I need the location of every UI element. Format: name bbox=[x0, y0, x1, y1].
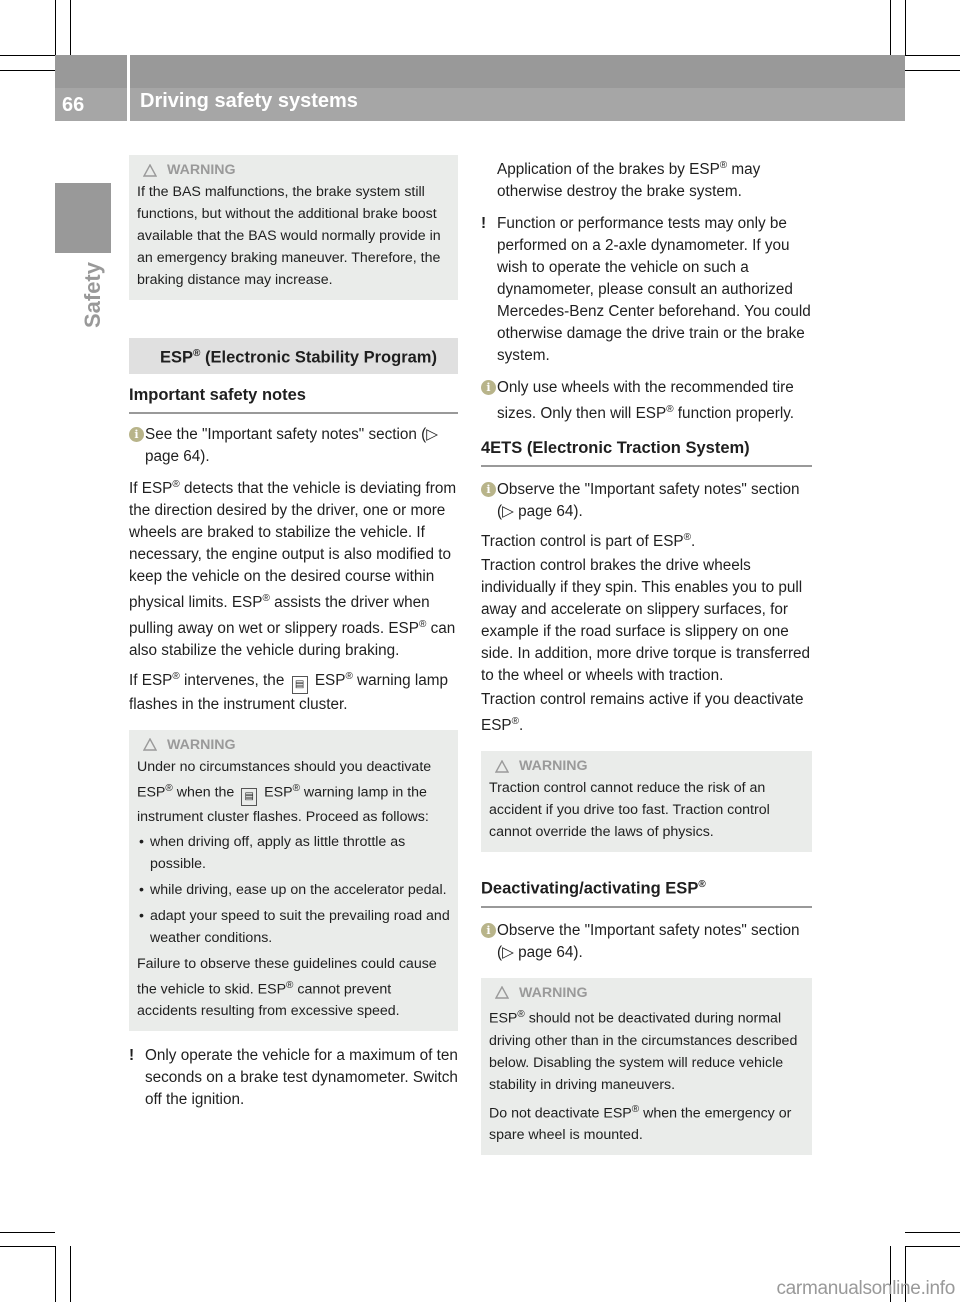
info-icon: i bbox=[481, 482, 496, 497]
chapter-label: Safety bbox=[80, 262, 105, 329]
warning-list bbox=[137, 831, 450, 949]
info-note: i Observe the "Important safety notes" section (▷ page 64). bbox=[481, 479, 812, 523]
continued-text: Application of the brakes by ESP® may otherwise destroy the brake system. bbox=[497, 160, 761, 201]
warning-label: WARNING bbox=[167, 736, 236, 753]
chapter-tab bbox=[55, 183, 111, 253]
caution-mark: ! bbox=[129, 1047, 135, 1065]
header-divider bbox=[127, 55, 130, 121]
traction-active: Traction control remains active if you deactivate ESP®. bbox=[481, 691, 804, 735]
info-note: i Observe the "Important safety notes" section (▷ page 64). bbox=[481, 920, 812, 964]
crop-mark bbox=[0, 70, 55, 71]
warning-box bbox=[481, 978, 812, 1155]
crop-mark bbox=[70, 1246, 71, 1302]
crop-mark bbox=[55, 1246, 56, 1302]
crop-mark bbox=[905, 70, 960, 71]
list-item: • adapt your speed to suit the prevailing road and weather conditions. bbox=[137, 905, 450, 949]
warning-label: WARNING bbox=[519, 758, 588, 775]
crop-mark bbox=[905, 1246, 960, 1247]
info-icon: i bbox=[481, 923, 496, 938]
warning-heading bbox=[489, 755, 804, 777]
info-icon: i bbox=[481, 380, 496, 395]
crop-mark bbox=[890, 0, 891, 55]
list-item: • when driving off, apply as little throttle as possible. bbox=[137, 831, 450, 875]
crop-mark bbox=[905, 55, 960, 56]
warning-triangle-icon bbox=[143, 164, 157, 177]
caution-note: ! Function or performance tests may only be performed on a 2-axle dynamometer. If you wish to operate the vehicle on such a dynamometer, please consult an authorized Mercedes-Benz Center beforehand. You could otherwise damage the drive train or the brake system. bbox=[481, 215, 811, 365]
warning-box bbox=[481, 751, 812, 852]
warning-box bbox=[129, 155, 458, 300]
crop-mark bbox=[55, 0, 56, 55]
warning-triangle-icon bbox=[495, 986, 509, 999]
info-icon: i bbox=[129, 427, 144, 442]
deactivate-heading: Deactivating/activating ESP® bbox=[481, 874, 812, 908]
warning-heading bbox=[137, 159, 450, 181]
warning-text: Traction control cannot reduce the risk of an accident if you drive too fast. Traction control cannot override the laws of physics. bbox=[489, 780, 770, 841]
esp-warning-lamp-icon: ▤ bbox=[241, 788, 257, 806]
caution-note: ! Only operate the vehicle for a maximum of ten seconds on a brake test dynamometer. Switch off the ignition. bbox=[129, 1047, 458, 1109]
list-item: • while driving, ease up on the accelerator pedal. bbox=[137, 879, 450, 901]
esp-intervention: If ESP® intervenes, the ▤ ESP® warning lamp flashes in the instrument cluster. bbox=[129, 670, 449, 713]
warning-label: WARNING bbox=[519, 984, 588, 1001]
warning-intro: Under no circumstances should you deactivate ESP® when the ▤ ESP® warning lamp in the instrument cluster flashes. Proceed as follows: bbox=[137, 758, 432, 825]
page-number: 66 bbox=[62, 94, 85, 116]
esp-description: If ESP® detects that the vehicle is deviating from the direction desired by the driver, one or more wheels are braked to stabilize the vehicle. If necessary, the engine output is also modified to keep the vehicle on the desired course within physical limits. ESP® assists the driver when pulling away on wet or slippery roads. ESP® can also stabilize the vehicle during braking. bbox=[129, 478, 457, 659]
traction-part: Traction control is part of ESP®. bbox=[481, 532, 696, 551]
crop-mark bbox=[905, 1232, 960, 1233]
watermark: carmanualsonline.info bbox=[776, 1278, 955, 1299]
crop-mark bbox=[0, 1246, 55, 1247]
crop-mark bbox=[905, 0, 906, 55]
warning-text: ESP® should not be deactivated during normal driving other than in the circumstances described below. Disabling the system will reduce vehicle stability in driving maneuvers. bbox=[489, 1008, 798, 1093]
warning-triangle-icon bbox=[143, 738, 157, 751]
warning-triangle-icon bbox=[495, 760, 509, 773]
warning-outro: Failure to observe these guidelines could cause the vehicle to skid. ESP® cannot prevent accidents resulting from excessive speed. bbox=[137, 955, 437, 1020]
important-notes-heading: Important safety notes bbox=[129, 384, 458, 414]
esp-heading: ESP® (Electronic Stability Program) bbox=[129, 338, 458, 374]
warning-heading bbox=[489, 982, 804, 1004]
ets-heading: 4ETS (Electronic Traction System) bbox=[481, 437, 812, 467]
crop-mark bbox=[0, 55, 55, 56]
warning-heading bbox=[137, 734, 450, 756]
warning-label: WARNING bbox=[167, 162, 236, 178]
traction-description: Traction control brakes the drive wheels individually if they spin. This enables you to pull away and accelerate on slippery surfaces, for example if the road surface is slippery on one side. In addition, more drive torque is transferred to the wheel or wheels with traction. bbox=[481, 557, 811, 685]
esp-warning-lamp-icon: ▤ bbox=[292, 676, 308, 694]
section-title: Driving safety systems bbox=[140, 90, 358, 112]
warning-text: Do not deactivate ESP® when the emergency or spare wheel is mounted. bbox=[489, 1103, 792, 1144]
crop-mark bbox=[0, 1232, 55, 1233]
left-column bbox=[129, 155, 458, 1111]
info-note: i Only use wheels with the recommended tire sizes. Only then will ESP® function properly. bbox=[481, 377, 812, 425]
crop-mark bbox=[70, 0, 71, 55]
caution-mark: ! bbox=[481, 215, 487, 233]
info-note: i See the "Important safety notes" section (▷ page 64). bbox=[129, 424, 458, 468]
warning-text: If the BAS malfunctions, the brake system still functions, but without the additional brake boost available that the BAS would normally provide in an emergency braking maneuver. Therefore, the braking distance may increase. bbox=[137, 184, 441, 288]
right-column bbox=[481, 155, 812, 1155]
warning-box bbox=[129, 730, 458, 1031]
